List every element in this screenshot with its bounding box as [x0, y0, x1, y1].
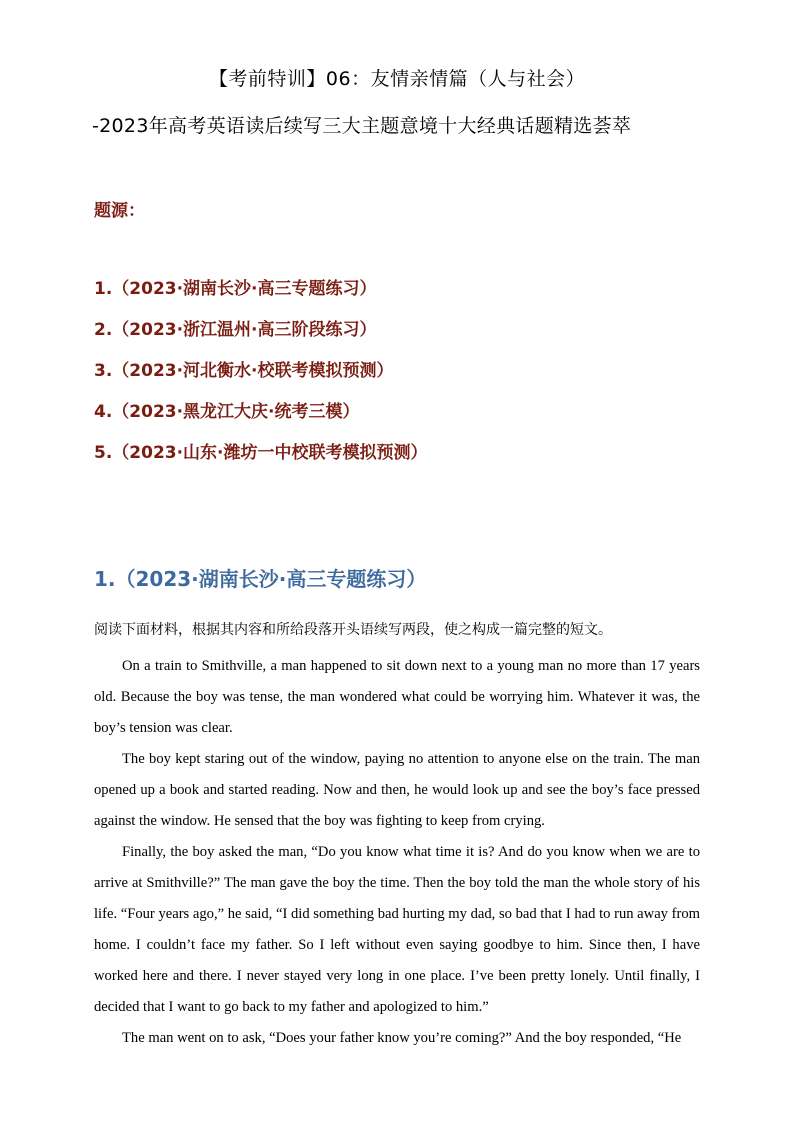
section-heading: 1.（2023·湖南长沙·高三专题练习）: [94, 567, 427, 591]
story-paragraph: On a train to Smithville, a man happened to sit down next to a young man no more than 17 years old. Because the boy was tense, the man wondered what could be worrying him. Whatever it was, the boy’s tension was clear.: [94, 658, 700, 736]
story-text: [94, 651, 700, 1054]
source-item: 2.（2023·浙江温州·高三阶段练习）: [94, 320, 377, 340]
sources-list: [94, 276, 428, 481]
source-item: 1.（2023·湖南长沙·高三专题练习）: [94, 279, 377, 299]
source-item: 3.（2023·河北衡水·校联考模拟预测）: [94, 361, 394, 381]
story-paragraph: The boy kept staring out of the window, paying no attention to anyone else on the train. The man opened up a book and started reading. Now and then, he would look up and see the boy’s face pressed against the window. He sensed that the boy was fighting to keep from crying.: [94, 751, 700, 829]
instruction-text: 阅读下面材料，根据其内容和所给段落开头语续写两段，使之构成一篇完整的短文。: [94, 622, 612, 638]
sources-label: 题源：: [94, 201, 145, 221]
source-item: 5.（2023·山东·潍坊一中校联考模拟预测）: [94, 443, 428, 463]
document-subtitle: -2023年高考英语读后续写三大主题意境十大经典话题精选荟萃: [92, 115, 632, 137]
source-item: 4.（2023·黑龙江大庆·统考三模）: [94, 402, 360, 422]
story-paragraph: The man went on to ask, “Does your father know you’re coming?” And the boy responded, “He: [122, 1030, 682, 1046]
story-paragraph: Finally, the boy asked the man, “Do you know what time it is? And do you know when we are to arrive at Smithville?” The man gave the boy the time. Then the boy told the man the whole story of his life. “Four years ago,” he said, “I did something bad hurting my dad, so bad that I had to run away from home. I couldn’t face my father. So I left without even saying goodbye to him. Since then, I have worked here and there. I never stayed very long in one place. I’ve been pretty lonely. Until finally, I decided that I want to go back to my father and apologized to him.”: [94, 844, 700, 1015]
document-title: 【考前特训】06：友情亲情篇（人与社会）: [208, 68, 586, 90]
